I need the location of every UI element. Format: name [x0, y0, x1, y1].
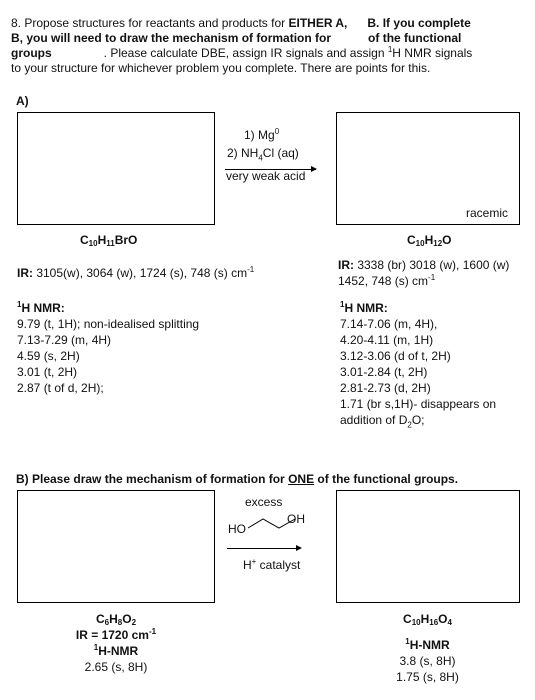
intro-line3: to your structure for whichever problem you complete. There are points for this.: [11, 61, 431, 75]
part-a-product-nmr: [340, 300, 496, 428]
intro-one-sup: 1: [387, 45, 393, 54]
question-intro: [11, 16, 527, 76]
nmr-left-2: 4.59 (s, 2H): [17, 349, 80, 363]
nmr-right-1: 4.20-4.11 (m, 1H): [340, 333, 434, 347]
intro-b-if: B. If you complete: [367, 16, 471, 30]
intro-either: EITHER A,: [288, 16, 348, 30]
nmr-right-4: 2.81-2.73 (d, 2H): [340, 381, 431, 395]
part-b-product-drawing-box[interactable]: [336, 490, 520, 603]
part-b-reactant-nmr-label: $^1$H-NMR: [93, 643, 139, 658]
part-b-reactant-ir: IR = 1720 $cm^{-1}$: [75, 627, 157, 642]
nmr-left-4: 2.87 (t of d, 2H);: [17, 381, 104, 395]
arrow-head-b: [296, 545, 302, 551]
nmr-label-left: $^1$H NMR:: [17, 300, 65, 315]
reagent-1: 1) Mg$^0$: [244, 127, 280, 142]
part-b-product-nmr-1: 3.8 (s, 8H): [399, 654, 456, 668]
part-b-product-formula: $C_{10}H_{16}O_4$: [403, 612, 452, 627]
part-b-title: B) Please draw the mechanism of formation for ONE of the functional groups.: [16, 472, 459, 486]
reagent-3: very weak acid: [226, 169, 306, 183]
part-b-reactant-formula: $C_6H_8O_2$: [95, 612, 137, 627]
part-b-reactant-drawing-box[interactable]: [17, 490, 215, 603]
nmr-right-3: 3.01-2.84 (t, 2H): [340, 365, 428, 379]
nmr-left-3: 3.01 (t, 2H): [17, 365, 78, 379]
nmr-left-1: 7.13-7.29 (m, 4H): [17, 333, 112, 347]
glycol-ho: HO: [228, 522, 246, 536]
part-a-label: A): [16, 94, 29, 108]
nmr-right-0: 7.14-7.06 (m, 4H),: [340, 317, 438, 331]
intro-b-line: B, you will need to draw the mechanism of formation for: [11, 31, 332, 45]
intro-please: . Please calculate DBE, assign IR signals and assign: [103, 46, 388, 60]
part-a-reactant-drawing-box[interactable]: [17, 112, 215, 225]
nmr-right-2: 3.12-3.06 (d of t, 2H): [340, 349, 451, 363]
part-a-reactant-formula: $C_{10}H_{11}BrO$: [80, 233, 138, 248]
catalyst-label: H+ catalyst: [243, 557, 301, 572]
glycol-oh: OH: [287, 512, 305, 526]
part-a-reactant-ir: IR: 3105(w), 3064 (w), 1724 (s), 748 (s) $cm^{-1}$: [17, 265, 255, 280]
intro-groups: groups: [11, 46, 52, 60]
part-a-product-ir: IR: 3338 (br) 3018 (w), 1600 (w) 1452, 748 (s) $cm^{-1}$: [338, 258, 510, 288]
intro-text-1: 8. Propose structures for reactants and products for: [11, 16, 289, 30]
nmr-right-5: 1.71 (br s,1H)- disappears on: [340, 397, 497, 411]
reaction-arrow-b: [227, 548, 298, 549]
part-a-reactant-nmr: [17, 300, 199, 396]
part-b-product-nmr-label: $^1$H-NMR: [405, 637, 450, 652]
part-b-product-nmr-2: 1.75 (s, 8H): [396, 670, 459, 684]
arrow-head-a: [311, 166, 317, 172]
part-b-reactant-data: [30, 611, 202, 675]
nmr-label-right: $^1$H NMR:: [340, 300, 388, 315]
part-a-product-formula: $C_{10}H_{12}O$: [407, 233, 452, 248]
racemic-label: racemic: [466, 206, 509, 220]
nmr-right-6: addition of $D_2O$;: [340, 413, 425, 430]
part-b-reactant-nmr: 2.65 (s, 8H): [84, 660, 148, 674]
nmr-left-0: 9.79 (t, 1H); non-idealised splitting: [17, 317, 200, 331]
reagent-2: 2) $NH_4Cl$ (aq): [227, 146, 299, 163]
intro-of-functional: of the functional: [368, 31, 462, 45]
part-b-product-data: [340, 611, 515, 685]
intro-h: H NMR signals: [392, 46, 473, 60]
excess-label: excess: [245, 495, 283, 509]
